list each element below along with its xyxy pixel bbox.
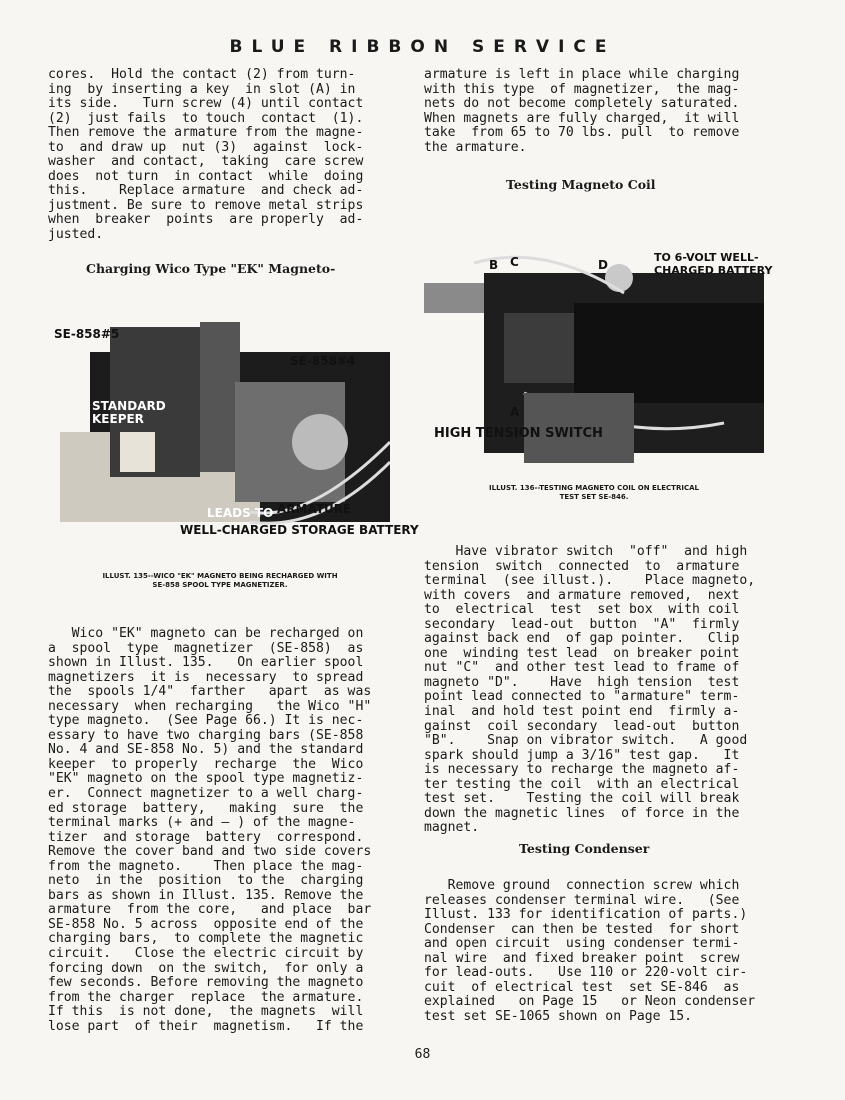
label-c: C [510, 255, 519, 269]
page-header: BLUE RIBBON SERVICE [229, 37, 616, 57]
right-bottom-paragraph: Remove ground connection screw which releases condenser terminal wire. (See Illust. 133 for identification of parts.) Condenser can then be tested for short and open circuit using condenser termi- nal wire and fixed breaker point screw for lead-outs. Use 110 or 220-volt cir- cuit of electrical test set SE-846 as explained on Page 15 or Neon condenser test set SE-1065 shown on Page 15. [424, 878, 756, 1024]
label-se858-5: SE-858#5 [54, 327, 120, 341]
label-armature: ARMATURE [277, 502, 352, 516]
heading-testing-coil: Testing Magneto Coil [506, 177, 656, 192]
label-se858-4: SE-858#4 [290, 354, 356, 368]
page-number: 68 [414, 1047, 431, 1062]
label-a: A [510, 405, 520, 419]
heading-charging: Charging Wico Type "EK" Magneto- [86, 261, 336, 276]
left-bottom-paragraph: Wico "EK" magneto can be recharged on a spool type magnetizer (SE-858) as shown in Illust. 135. On earlier spool magnetizers it is necessary to spread the spools 1/4" farther apart as was necessary when recharging the Wico "H" type magneto. (See Page 66.) It is nec- essary to have two charging bars (SE-858 No. 4 and SE-858 No. 5) and the standard keeper to properly recharge the Wico "EK" magneto on the spool type magnetiz- er. Connect magnetizer to a well charg- ed storage battery, making sure the terminal marks (+ and — ) of the magne- tizer and storage battery correspond. Remove the cover band and two side covers from the magneto. Then place the mag- neto in the position to the charging bars as shown in Illust. 135. Remove the armature from the core, and place bar SE-858 No. 5 across opposite end of the charging bars, to complete the magnetic circuit. Close the electric circuit by forcing down on the switch, for only a few seconds. Before removing the magneto from the charger replace the armature. If this is not done, the magnets will lose part of their magnetism. If the [48, 626, 372, 1034]
left-top-paragraph: cores. Hold the contact (2) from turn- ing by inserting a key in slot (A) in its side. Turn screw (4) until contact (2) just fails to touch contact (1). Then remove the armature from the magne- to and draw up nut (3) against lock- washer and contact, taking care screw does not turn in contact while doing this. Replace armature and check ad- justment. Be sure to remove metal strips when breaker points are properly ad- justed. [48, 67, 364, 243]
label-leads-to: LEADS TO [207, 506, 274, 520]
heading-testing-condenser: Testing Condenser [519, 841, 650, 856]
caption-illust-135: ILLUST. 135--WICO "EK" MAGNETO BEING RECHARGED WITH SE-858 SPOOL TYPE MAGNETIZER. [102, 572, 338, 589]
right-mid-paragraph: Have vibrator switch "off" and high tension switch connected to armature terminal (see illust.). Place magneto, with covers and armature removed, next to electrical test set box with coil secondary lead-out button "A" firmly against back end of gap pointer. Clip one winding test lead on breaker point nut "C" and other test lead to frame of magneto "D". Have high tension test point lead connected to "armature" term- inal and hold test point end firmly a- gainst coil secondary lead-out button "B". Snap on vibrator switch. A good spark should jump a 3/16" test gap. It is necessary to recharge the magneto af- ter testing the coil with an electrical test set. Testing the coil will break down the magnetic lines of force in the magnet. [424, 544, 756, 836]
label-b: B [489, 258, 499, 272]
right-top-paragraph: armature is left in place while charging with this type of magnetizer, the mag- nets do not become completely saturated. When magnets are fully charged, it will take from 65 to 70 lbs. pull to remove the armature. [424, 67, 740, 155]
label-storage-battery: WELL-CHARGED STORAGE BATTERY [180, 523, 419, 537]
label-d: D [598, 258, 608, 272]
label-standard-keeper: STANDARD KEEPER [92, 399, 166, 426]
caption-illust-136: ILLUST. 136--TESTING MAGNETO COIL ON ELECTRICAL TEST SET SE-846. [489, 484, 699, 501]
label-high-tension-switch: HIGH TENSION SWITCH [434, 426, 603, 441]
label-6v-battery: TO 6-VOLT WELL- CHARGED BATTERY [654, 251, 773, 277]
